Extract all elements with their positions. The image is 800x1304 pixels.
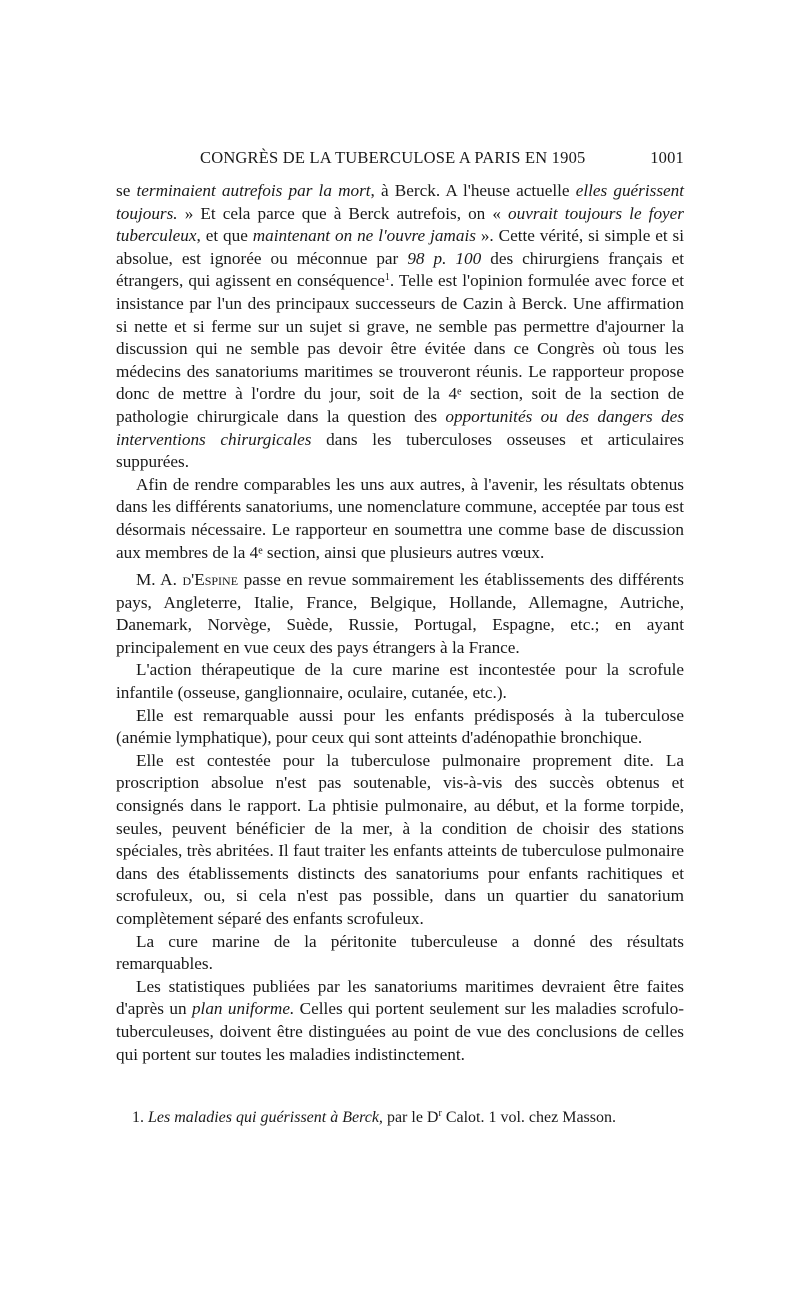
paragraph: M. A. d'Espine passe en revue sommairement les établissements des différents pays, Angleterre, Italie, France, Belgique, Hollande, Allemagne, Autriche, Danemark, Norvège, Suède, Russie, Portugal, Espagne, etc.; en ayant principalement en vue ceux des pays étrangers à la France. [116, 570, 684, 657]
footnote: 1. Les maladies qui guérissent à Berck, par le $D^r$ Calot. 1 vol. chez Masson. [132, 1108, 617, 1126]
paragraph: Les statistiques publiées par les sanatoriums maritimes devraient être faites d'après un plan uniforme. Celles qui portent seulement sur les maladies scrofulo-tuberculeuses, doivent être distinguées au point de vue des conclusions de celles qui portent sur toutes les maladies indistinctement. [116, 976, 684, 1064]
paragraph: L'action thérapeutique de la cure marine est incontestée pour la scrofule infantile (osseuse, ganglionnaire, oculaire, cutanée, etc.). [116, 660, 684, 703]
page-number: 1001 [650, 148, 684, 167]
running-title: CONGRÈS DE LA TUBERCULOSE A PARIS EN 1905 [200, 148, 586, 167]
body-text [116, 180, 684, 1066]
paragraph: La cure marine de la péritonite tuberculeuse a donné des résultats remarquables. [116, 931, 684, 974]
footnote-ref: 1 [384, 272, 390, 284]
paragraph: Afin de rendre comparables les uns aux autres, à l'avenir, les résultats obtenus dans les différents sanatoriums, une nomenclature commune, acceptée par tous est désormais nécessaire. Le rapporteur en soumettra une comme base de discussion aux membres de la 4ᵉ section, ainsi que plusieurs autres vœux. [116, 474, 684, 562]
running-header [116, 148, 684, 174]
author-name: d'Espine [182, 570, 239, 590]
paragraph: se terminaient autrefois par la mort, à Berck. A l'heuse actuelle elles guérissent toujours. » Et cela parce que à Berck autrefois, on « ouvrait toujours le foyer tuberculeux, et que maintenant on ne l'ouvre jamais ». Cette vérité, si simple et si absolue, est ignorée ou méconnue par 98 p. 100 des chirurgiens français et étrangers, qui agissent en conséquence$^1$. Telle est l'opinion formulée avec force et insistance par l'un des principaux successeurs de Cazin à Berck. Une affirmation si nette et si ferme sur un sujet si grave, ne semble pas permettre d'ajourner la discussion qui ne semble pas devoir être évitée dans ce Congrès où tous les médecins des sanatoriums maritimes se trouveront réunis. Le rapporteur propose donc de mettre à l'ordre du jour, soit de la 4ᵉ section, soit de la section de pathologie chirurgicale dans la question des opportunités ou des dangers des interventions chirurgicales dans les tuberculoses osseuses et articulaires suppurées. [116, 181, 685, 472]
paragraph: Elle est contestée pour la tuberculose pulmonaire proprement dite. La proscription absolue n'est pas soutenable, vis-à-vis des succès obtenus et consignés dans le rapport. La phtisie pulmonaire, au début, et la forme torpide, seules, peuvent bénéficier de la mer, à la condition de choisir des stations spéciales, très abritées. Il faut traiter les enfants atteints de tuberculose pulmonaire dans des établissements distincts des sanatoriums pour enfants rachitiques et scrofuleux, ou, si cela n'est pas possible, dans un quartier du sanatorium complètement séparé des enfants scrofuleux. [116, 750, 684, 928]
paragraph: Elle est remarquable aussi pour les enfants prédisposés à la tuberculose (anémie lymphatique), pour ceux qui sont atteints d'adénopathie bronchique. [116, 705, 684, 748]
